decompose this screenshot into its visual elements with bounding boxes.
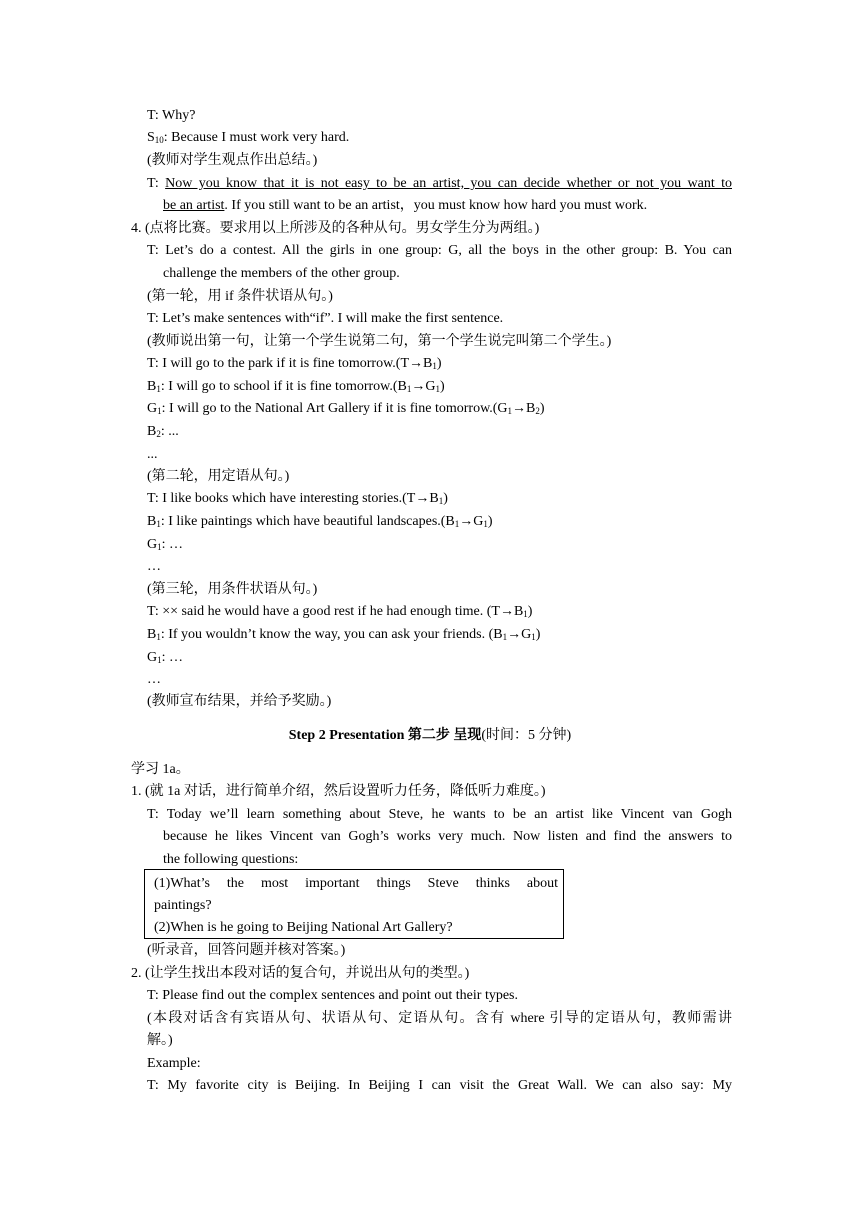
question-1: (1)What’s the most important things Steve thinks about <box>154 876 558 891</box>
ellipsis-line: … <box>147 559 161 574</box>
note-line: (教师对学生观点作出总结。) <box>147 153 318 168</box>
note-line: (第二轮，用定语从句。) <box>147 469 290 484</box>
numbered-item: 4. (点将比赛。要求用以上所涉及的各种从句。男女学生分为两组。) <box>131 221 540 236</box>
dialogue-line: T: Today we’ll learn something about Steve, he wants to be an artist like Vincent van Gogh <box>147 807 732 822</box>
dialogue-line: T: Let’s do a contest. All the girls in one group: G, all the boys in the other group: B. You can <box>147 243 732 258</box>
numbered-item: 1. (就 1a 对话，进行简单介绍，然后设置听力任务，降低听力难度。) <box>131 784 546 799</box>
dialogue-line: T: Why? <box>147 108 196 123</box>
dialogue-line: $S_{10}$: Because I must work very hard. <box>147 130 350 145</box>
dialogue-line: T: My favorite city is Beijing. In Beijing I can visit the Great Wall. We can also say: My <box>147 1078 732 1093</box>
dialogue-line: T: Please find out the complex sentences and point out their types. <box>147 988 518 1003</box>
question-box <box>144 869 564 939</box>
dialogue-line: $B_2$: ... <box>147 424 179 439</box>
dialogue-line: be an artist. If you still want to be an artist，you must know how hard you must work. <box>163 198 648 213</box>
dialogue-line: $B_1$: I like paintings which have beautiful $landscapes.(B_1\to G_1)$ <box>147 514 493 529</box>
dialogue-line: $B_1$: I will go to school if it is fine $tomorrow.(B_1\to G_1)$ <box>147 379 445 394</box>
note-line: 解。) <box>147 1033 173 1048</box>
dialogue-line: because he likes Vincent van Gogh’s works very much. Now listen and find the answers to <box>163 829 732 844</box>
note-line: (教师说出第一句，让第一个学生说第二句，第一个学生说完叫第二个学生。) <box>147 334 612 349</box>
dialogue-line: T: Let’s make sentences with“if”. I will make the first sentence. <box>147 311 504 326</box>
note-line: (第三轮，用条件状语从句。) <box>147 582 318 597</box>
dialogue-line: $B_1$: If you wouldn’t know the way, you can ask your friends. $(B_1\to G_1)$ <box>147 627 541 642</box>
question-2: (2)When is he going to Beijing National Art Gallery? <box>154 920 453 935</box>
ellipsis-line: … <box>147 672 161 687</box>
dialogue-line: T: Now you know that it is not easy to be an artist, you can decide whether or not you want to <box>147 176 732 191</box>
section-intro: 学习 1a。 <box>131 762 190 777</box>
example-label: Example: <box>147 1056 201 1071</box>
note-line: (教师宣布结果，并给予奖励。) <box>147 694 332 709</box>
dialogue-line: T: I will go to the park if it is fine $tomorrow.(T\to B_1)$ <box>147 356 442 371</box>
dialogue-line: the following questions: <box>163 852 299 867</box>
dialogue-line: $G_1$: I will go to the National Art Gallery if it is fine $tomorrow.(G_1\to B_2)$ <box>147 401 545 416</box>
numbered-item: 2. (让学生找出本段对话的复合句，并说出从句的类型。) <box>131 966 470 981</box>
dialogue-line: T: ×× said he would have a good rest if he had enough time. $(T\to B_1)$ <box>147 604 533 619</box>
note-line: (第一轮，用 if 条件状语从句。) <box>147 289 333 304</box>
note-line: (听录音，回答问题并核对答案。) <box>147 943 346 958</box>
dialogue-line: $G_1$: … <box>147 650 184 665</box>
dialogue-line: $G_1$: … <box>147 537 184 552</box>
ellipsis-line: ... <box>147 447 158 462</box>
question-1-cont: paintings? <box>154 898 212 913</box>
step-heading: Step 2 Presentation 第二步 呈现(时间：5 分钟) <box>288 728 572 743</box>
dialogue-line: T: I like books which have interesting $stories.(T\to B_1)$ <box>147 491 448 506</box>
dialogue-line: challenge the members of the other group. <box>163 266 400 281</box>
note-line: (本段对话含有宾语从句、状语从句、定语从句。含有 where 引导的定语从句，教师需讲 <box>147 1011 732 1026</box>
